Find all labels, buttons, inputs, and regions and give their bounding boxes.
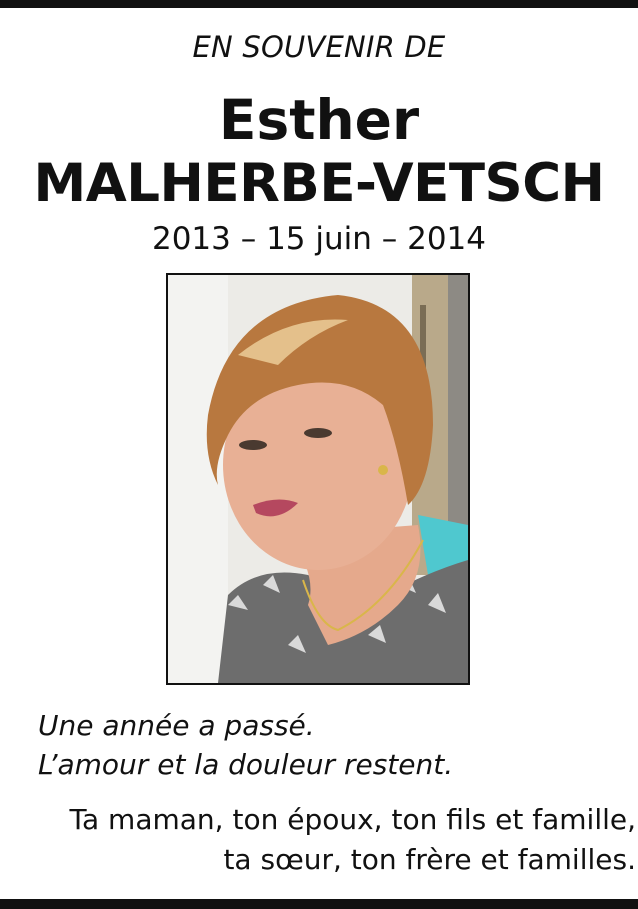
- memorial-dates: 2013 – 15 juin – 2014: [151, 221, 487, 257]
- bottom-border: [0, 899, 638, 909]
- signature-line: Ta maman, ton époux, ton fils et famille,: [69, 803, 636, 836]
- verse-line: L’amour et la douleur restent.: [38, 748, 454, 781]
- verse-line: Une année a passé.: [38, 709, 315, 742]
- deceased-first-name: Esther: [218, 88, 420, 152]
- portrait-photo: [166, 273, 470, 685]
- memorial-header: EN SOUVENIR DE: [192, 30, 446, 64]
- memorial-verse: [38, 706, 453, 784]
- deceased-last-name: MALHERBE-VETSCH: [33, 153, 605, 214]
- top-border: [0, 0, 638, 8]
- family-signature: [70, 800, 636, 880]
- signature-line: ta sœur, ton frère et familles.: [223, 843, 636, 876]
